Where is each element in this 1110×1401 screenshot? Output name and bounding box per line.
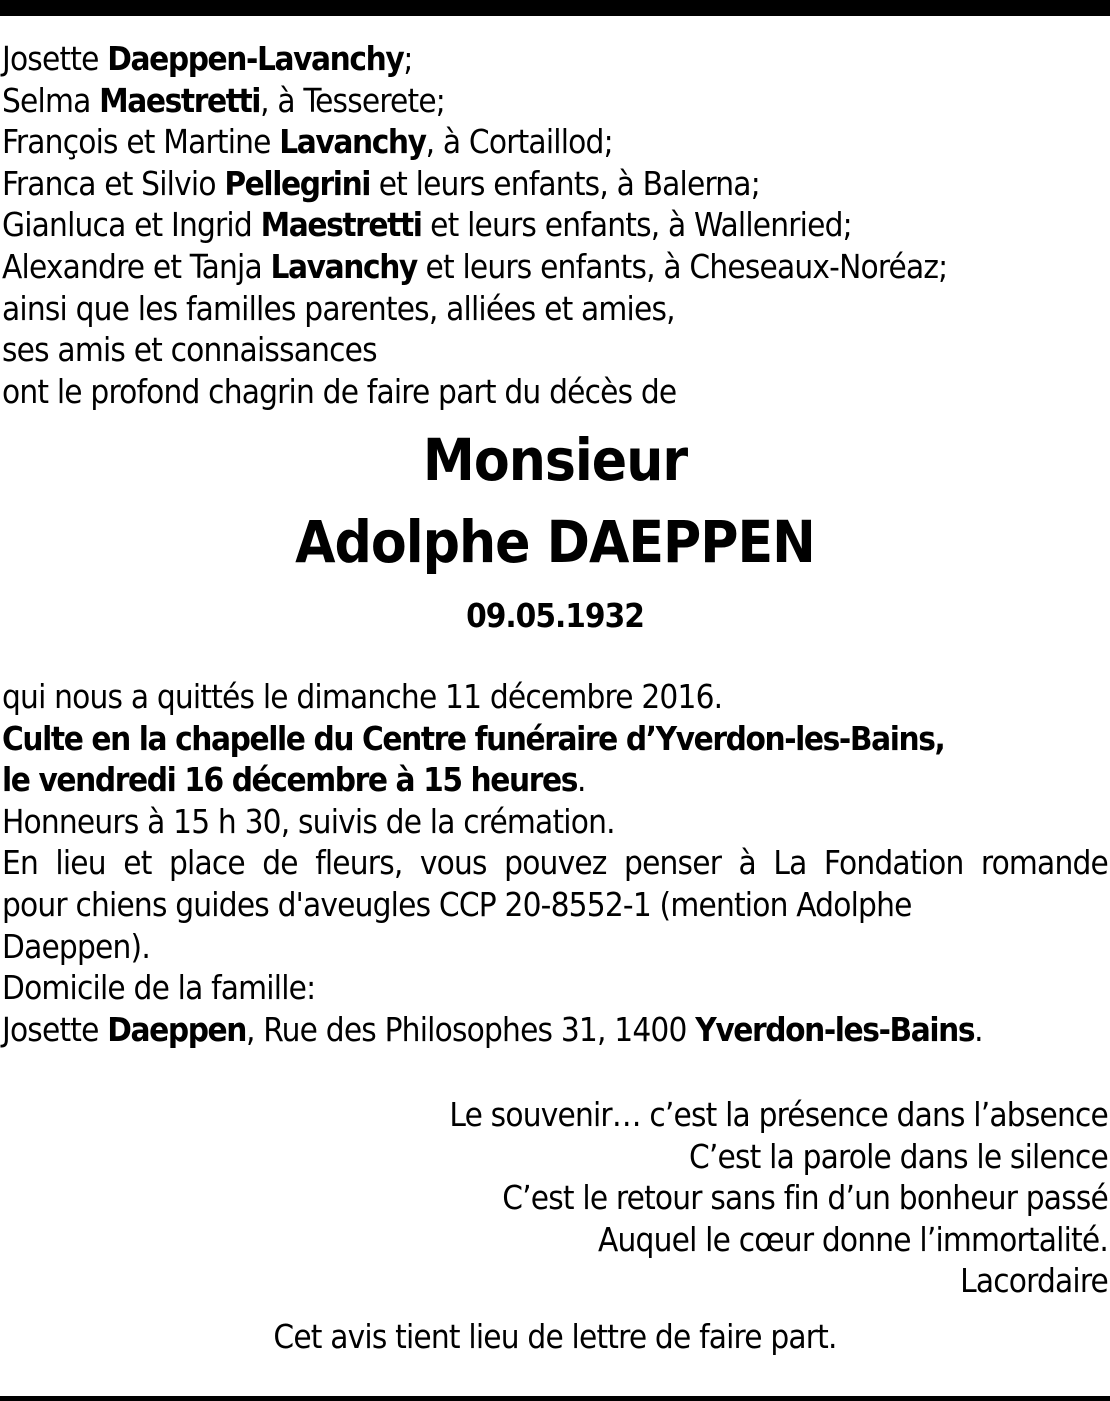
donation-line: Daeppen). xyxy=(2,926,150,966)
domicile-label: Domicile de la famille: xyxy=(2,968,316,1008)
top-rule xyxy=(0,0,1110,16)
details-block xyxy=(2,676,1108,1050)
intro-line: ont le profond chagrin de faire part du décès de xyxy=(2,371,677,411)
family-line: Franca et Silvio Pellegrini et leurs enfants, à Balerna; xyxy=(2,163,760,203)
family-line: Josette Daeppen-Lavanchy; xyxy=(2,39,413,78)
footer-note: Cet avis tient lieu de lettre de faire part. xyxy=(273,1317,837,1356)
service-line: Culte en la chapelle du Centre funéraire d’Yverdon-les-Bains, xyxy=(2,718,945,758)
intro-line: ses amis et connaissances xyxy=(2,330,377,370)
service-line: le vendredi 16 décembre à 15 heures. xyxy=(2,760,586,800)
quote-line: C’est le retour sans fin d’un bonheur passé xyxy=(502,1178,1108,1218)
quote-line: Le souvenir… c’est la présence dans l’absence xyxy=(449,1095,1108,1134)
family-line: Selma Maestretti, à Tesserete; xyxy=(2,80,446,120)
domicile-address: Josette Daeppen, Rue des Philosophes 31, 1400 Yverdon-les-Bains. xyxy=(2,1009,983,1049)
quote-line: C’est la parole dans le silence xyxy=(688,1136,1108,1176)
quote-author: Lacordaire xyxy=(960,1261,1108,1301)
donation-line: En lieu et place de fleurs, vous pouvez penser à La Fondation romande xyxy=(2,843,1108,883)
family-list xyxy=(2,38,1108,412)
deceased-name: Adolphe DAEPPEN xyxy=(295,508,815,576)
family-line: Alexandre et Tanja Lavanchy et leurs enfants, à Cheseaux-Noréaz; xyxy=(2,246,948,286)
bottom-rule xyxy=(0,1396,1110,1401)
honors-line: Honneurs à 15 h 30, suivis de la crémation. xyxy=(2,801,615,841)
passed-line: qui nous a quittés le dimanche 11 décembre 2016. xyxy=(2,677,723,716)
family-line: François et Martine Lavanchy, à Cortaillod; xyxy=(2,122,613,162)
birth-date: 09.05.1932 xyxy=(466,596,644,635)
deceased-title: Monsieur xyxy=(422,426,688,494)
intro-line: ainsi que les familles parentes, alliées et amies, xyxy=(2,288,675,328)
quote-line: Auquel le cœur donne l’immortalité. xyxy=(598,1219,1108,1259)
donation-line: pour chiens guides d'aveugles CCP 20-8552-1 (mention Adolphe xyxy=(2,884,912,924)
family-line: Gianluca et Ingrid Maestretti et leurs enfants, à Wallenried; xyxy=(2,205,852,245)
quote-block xyxy=(208,1094,1108,1302)
